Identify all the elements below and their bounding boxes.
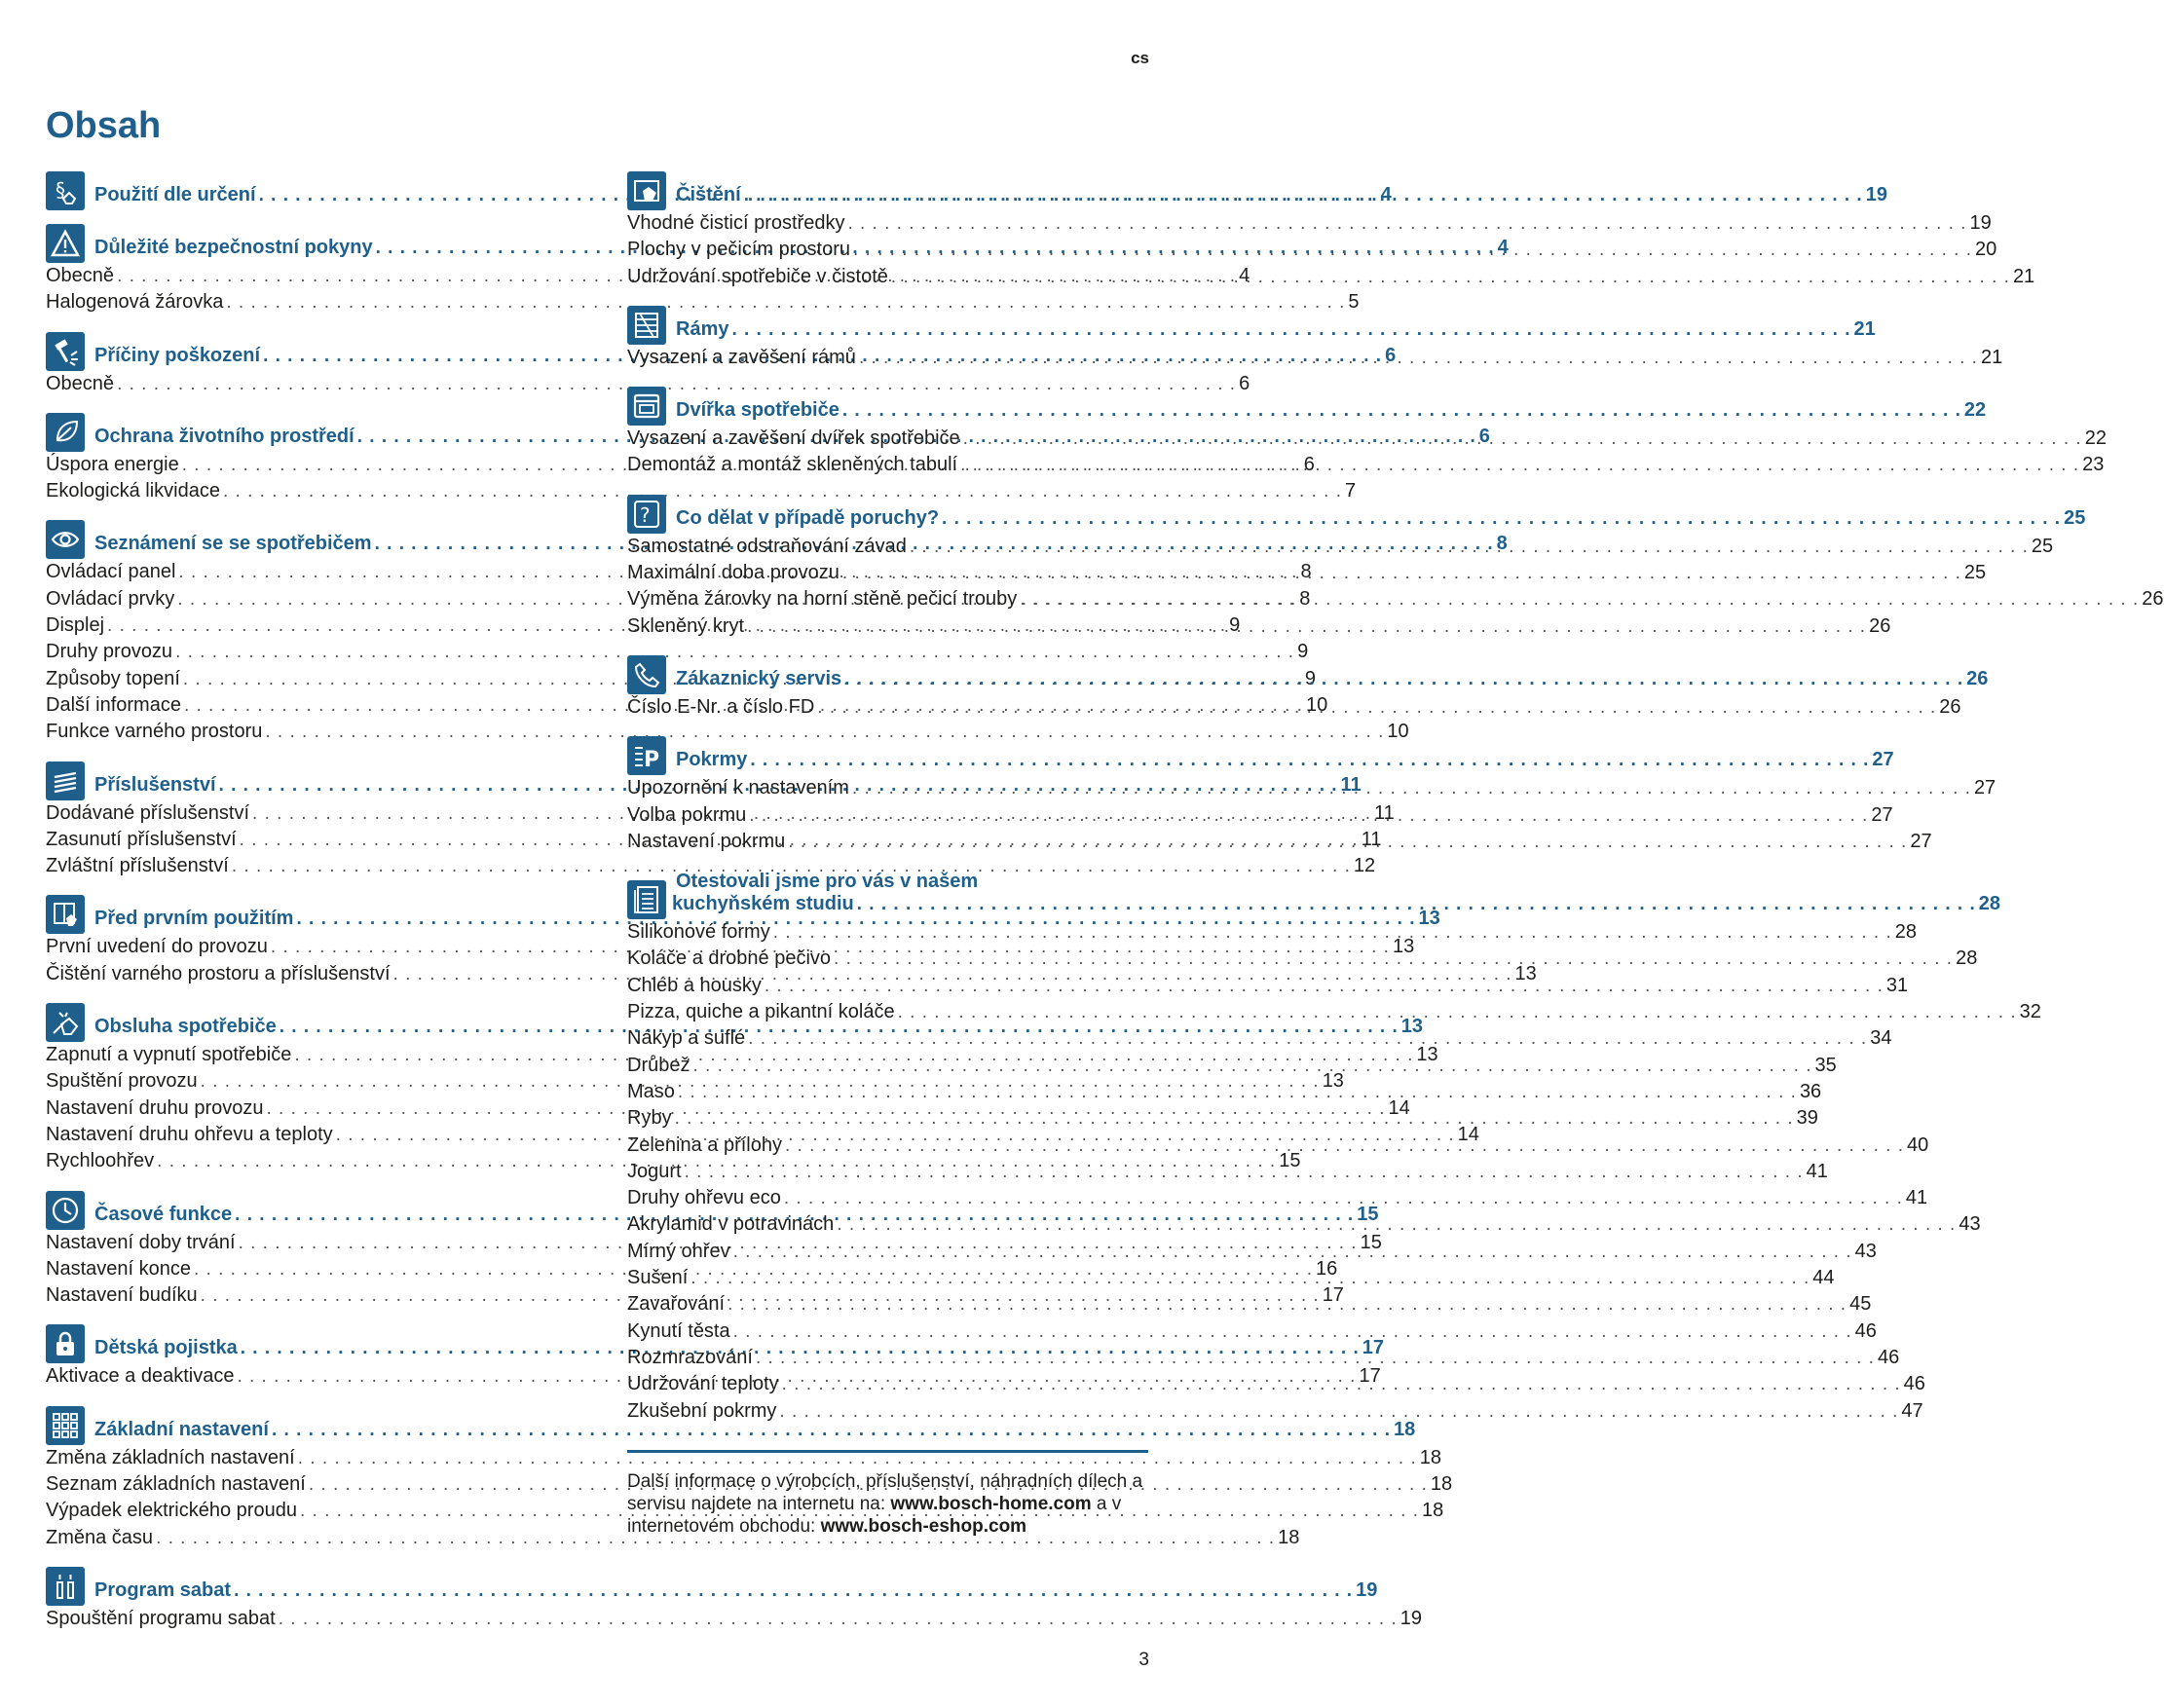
- dot-leader: [960, 455, 2079, 476]
- entry-title: Chléb a housky: [627, 974, 762, 996]
- candles-icon: [46, 1567, 85, 1606]
- dot-leader: [692, 1056, 1811, 1077]
- dot-leader: [784, 1188, 1903, 1209]
- section-heading[interactable]: [627, 306, 1876, 345]
- section-page-number: 13: [1400, 1016, 1423, 1038]
- entry-page-number: 21: [1980, 346, 2003, 368]
- entry-page-number: 15: [1360, 1231, 1382, 1253]
- toc-entry[interactable]: [46, 291, 1360, 317]
- footer-text-1: Další informace o výrobcích, příslušenství, náhradních dílech a servisu najdete na internetu na:: [627, 1470, 1143, 1514]
- section-heading-row: [676, 184, 1887, 210]
- entry-page-number: 12: [1353, 855, 1376, 877]
- entry-title: Ryby: [627, 1107, 672, 1130]
- dot-leader: [857, 894, 1976, 915]
- entry-page-number: 36: [1799, 1080, 1822, 1102]
- entry-title: Ovládací panel: [46, 561, 176, 583]
- entry-page-number: 44: [1812, 1267, 1835, 1289]
- entry-title: Skleněný kryt: [627, 614, 745, 637]
- entry-page-number: 10: [1305, 693, 1328, 716]
- entry-page-number: 5: [1348, 291, 1360, 314]
- dot-leader: [773, 922, 1892, 944]
- entry-title: Funkce varného prostoru: [46, 721, 263, 743]
- dot-leader: [853, 240, 1972, 261]
- entry-title: Sušení: [627, 1267, 689, 1289]
- paragraph-hand-icon: [46, 171, 85, 210]
- entry-page-number: 45: [1849, 1293, 1872, 1316]
- entry-title: Volba pokrmu: [627, 803, 747, 826]
- entry-title: Obecně: [46, 372, 115, 394]
- section-page-number: 15: [1357, 1203, 1379, 1225]
- toc-entry[interactable]: [627, 454, 2105, 480]
- section-title: Příslušenství: [94, 773, 216, 796]
- entry-title: První uvedení do provozu: [46, 936, 268, 958]
- entry-title: Zasunutí příslušenství: [46, 828, 237, 850]
- section-page-number: 19: [1865, 184, 1887, 205]
- entry-title: Druhy ohřevu eco: [627, 1187, 781, 1209]
- entry-title: Maso: [627, 1080, 675, 1102]
- toc-section: [627, 306, 2003, 373]
- toc-entry[interactable]: [627, 265, 2035, 292]
- entry-page-number: 13: [1416, 1044, 1438, 1066]
- dot-leader: [756, 1348, 1875, 1369]
- document-list-icon: [627, 880, 666, 919]
- entry-page-number: 27: [1871, 803, 1893, 826]
- entry-page-number: 9: [1304, 667, 1317, 689]
- entry-page-number: 26: [1939, 695, 1961, 718]
- entry-title: Zkušební pokrmy: [627, 1399, 777, 1422]
- entry-title: Drůbež: [627, 1054, 690, 1076]
- section-title: Použití dle určení: [94, 184, 256, 205]
- entry-page-number: 6: [1239, 372, 1250, 394]
- entry-page-number: 46: [1877, 1346, 1900, 1368]
- entry-page-number: 13: [1322, 1070, 1344, 1093]
- footer-link-bosch-eshop[interactable]: www.bosch-eshop.com: [820, 1515, 1027, 1537]
- section-heading[interactable]: [627, 736, 1894, 775]
- section-title: Dvířka spotřebiče: [676, 399, 839, 422]
- dot-leader: [675, 1108, 1794, 1130]
- entry-page-number: 8: [1299, 587, 1311, 610]
- section-page-number: 17: [1362, 1337, 1385, 1359]
- entry-title: Plochy v pečicím prostoru: [627, 239, 850, 261]
- entry-title: Pizza, quiche a pikantní koláče: [627, 1001, 895, 1023]
- section-heading[interactable]: [627, 655, 1989, 694]
- entry-title: Způsoby topení: [46, 667, 180, 689]
- toc-entry[interactable]: [627, 974, 1909, 1001]
- entry-page-number: 25: [2031, 535, 2054, 557]
- entry-title: Displej: [46, 614, 105, 637]
- entry-page-number: 13: [1514, 962, 1537, 984]
- entry-page-number: 26: [2142, 588, 2164, 611]
- entry-page-number: 18: [1278, 1526, 1300, 1548]
- section-heading-row: [672, 871, 2000, 919]
- entry-page-number: 32: [2019, 1001, 2041, 1023]
- section-page-number: 4: [1380, 184, 1392, 205]
- entry-title: Seznam základních nastavení: [46, 1473, 306, 1496]
- section-title: Základní nastavení: [94, 1418, 269, 1440]
- toc-entry[interactable]: [46, 641, 1309, 667]
- toc-section: [627, 171, 2035, 292]
- entry-title: Nastavení druhu ohřevu a teploty: [46, 1123, 333, 1145]
- toc-entry[interactable]: [46, 855, 1376, 881]
- page-number: 3: [1138, 1650, 1149, 1670]
- section-heading-row: [676, 318, 1876, 345]
- dot-leader: [842, 563, 1961, 584]
- dot-leader: [898, 1002, 2017, 1023]
- toc-entry[interactable]: [627, 535, 2054, 562]
- entry-title: Zapnutí a vypnutí spotřebiče: [46, 1044, 292, 1066]
- entry-title: Úspora energie: [46, 453, 179, 475]
- section-title: Obsluha spotřebiče: [94, 1016, 277, 1038]
- entry-page-number: 41: [1806, 1160, 1828, 1182]
- dot-leader: [733, 1321, 1852, 1343]
- section-page-number: 13: [1418, 908, 1440, 930]
- entry-page-number: 46: [1854, 1319, 1877, 1342]
- toc-entry[interactable]: [627, 562, 1987, 588]
- section-page-number: 4: [1497, 237, 1509, 258]
- entry-page-number: 18: [1419, 1446, 1441, 1468]
- entry-title: Čištění varného prostoru a příslušenství: [46, 962, 391, 984]
- section-page-number: 22: [1963, 399, 1987, 422]
- dot-leader: [852, 778, 1971, 799]
- section-page-number: 8: [1496, 533, 1508, 555]
- entry-page-number: 17: [1359, 1365, 1381, 1388]
- section-title-line2: kuchyňském studiu: [672, 893, 854, 915]
- section-title: Důležité bezpečnostní pokyny: [94, 237, 373, 258]
- dot-leader: [678, 1082, 1797, 1103]
- entry-page-number: 23: [2082, 454, 2105, 476]
- entry-title: Silikonové formy: [627, 921, 770, 944]
- entry-title: Nastavení druhu provozu: [46, 1096, 264, 1119]
- section-page-number: 25: [2064, 506, 2086, 529]
- entry-page-number: 46: [1903, 1373, 1925, 1395]
- entry-page-number: 39: [1796, 1107, 1818, 1130]
- door-icon: [627, 387, 666, 426]
- section-heading-row: [676, 668, 1988, 694]
- entry-page-number: 4: [1239, 265, 1250, 286]
- section-title: Co dělat v případě poruchy?: [676, 506, 940, 529]
- entry-title: Nastavení pokrmu: [627, 830, 786, 852]
- grid-settings-icon: [46, 1406, 85, 1445]
- entry-title: Mírný ohřev: [627, 1240, 730, 1262]
- dot-leader: [842, 400, 1961, 422]
- entry-title: Vhodné čisticí prostředky: [627, 212, 845, 234]
- toc-entry[interactable]: [46, 1607, 1422, 1634]
- entry-page-number: 19: [1969, 212, 1992, 234]
- dot-leader: [785, 1135, 1904, 1157]
- section-title: Příčiny poškození: [94, 344, 261, 366]
- toc-entry[interactable]: [627, 1319, 1877, 1347]
- toc-entry[interactable]: [46, 721, 1409, 747]
- section-page-number: 27: [1872, 749, 1894, 771]
- entry-page-number: 26: [1869, 614, 1891, 637]
- entry-page-number: 31: [1885, 974, 1909, 996]
- dot-leader: [747, 616, 1866, 638]
- phone-icon: [627, 655, 666, 694]
- recipe-p-icon: [627, 736, 666, 775]
- entry-title: Nákyp a suflé: [627, 1027, 746, 1050]
- section-title: Ochrana životního prostředí: [94, 425, 354, 447]
- toc-entry[interactable]: [627, 1399, 1923, 1427]
- dot-leader: [817, 697, 1936, 719]
- footer-link-bosch-home[interactable]: www.bosch-home.com: [890, 1493, 1092, 1514]
- entry-title: Nastavení doby trvání: [46, 1231, 236, 1253]
- entry-title: Vysazení a zavěšení dvířek spotřebiče: [627, 427, 960, 450]
- hand-control-icon: [46, 1003, 85, 1042]
- entry-page-number: 43: [1854, 1240, 1877, 1262]
- entry-title: Halogenová žárovka: [46, 291, 224, 314]
- section-page-number: 19: [1356, 1578, 1378, 1601]
- section-title: Čištění: [676, 184, 741, 205]
- dot-leader: [685, 1162, 1804, 1183]
- section-heading-row: [676, 507, 2085, 534]
- book-hand-icon: [46, 895, 85, 934]
- dot-leader: [859, 348, 1978, 369]
- lang-code: cs: [1131, 49, 1149, 67]
- section-heading-row: [676, 749, 1894, 775]
- section-page-number: 18: [1394, 1418, 1416, 1440]
- toc-entry[interactable]: [627, 239, 1997, 265]
- dot-leader: [733, 1242, 1852, 1263]
- entry-page-number: 13: [1392, 936, 1415, 958]
- dot-leader: [1020, 589, 2139, 611]
- entry-page-number: 16: [1316, 1257, 1338, 1280]
- dot-leader: [844, 669, 1963, 690]
- toc-entry[interactable]: [46, 372, 1250, 399]
- section-page-number: 28: [1978, 893, 2000, 915]
- section-page-number: 11: [1340, 773, 1362, 796]
- toc-entry[interactable]: [627, 614, 1891, 642]
- section-heading[interactable]: [627, 387, 1987, 426]
- lock-icon: [46, 1324, 85, 1363]
- dot-leader: [837, 1214, 1956, 1236]
- section-title: Otestovali jsme pro vás v našem: [676, 871, 979, 893]
- entry-title: Udržování teploty: [627, 1373, 779, 1395]
- toc-section: [627, 387, 2107, 481]
- entry-title: Spouštění programu sabat: [46, 1607, 276, 1629]
- section-heading[interactable]: [627, 495, 2086, 534]
- dot-leader: [942, 508, 2061, 530]
- entry-title: Změna základních nastavení: [46, 1446, 295, 1468]
- entry-title: Samostatné odstraňování závad: [627, 535, 907, 557]
- toc-section: [46, 1567, 1422, 1634]
- entry-title: Maximální doba provozu: [627, 562, 839, 584]
- entry-title: Změna času: [46, 1526, 154, 1548]
- section-title: Seznámení se se spotřebičem: [94, 533, 372, 555]
- entry-title: Upozornění k nastavením: [627, 777, 849, 799]
- section-title: Před prvním použitím: [94, 908, 294, 930]
- trays-icon: [46, 761, 85, 800]
- section-title: Zákaznický servis: [676, 667, 842, 689]
- entry-page-number: 6: [1303, 453, 1315, 475]
- dot-leader: [731, 319, 1850, 341]
- entry-page-number: 8: [1300, 561, 1312, 583]
- toc-entry[interactable]: [46, 480, 1357, 506]
- section-heading-row: [94, 1579, 1377, 1606]
- entry-page-number: 19: [1399, 1607, 1422, 1629]
- footer-text-2: a v internetovém obchodu:: [627, 1493, 1122, 1537]
- entry-page-number: 21: [2012, 265, 2035, 287]
- toc-entry[interactable]: [627, 427, 2107, 454]
- entry-title: Výpadek elektrického proudu: [46, 1500, 297, 1522]
- entry-page-number: 11: [1374, 801, 1395, 824]
- dot-leader: [788, 832, 1907, 853]
- entry-title: Obecně: [46, 265, 115, 286]
- entry-page-number: 9: [1229, 614, 1241, 637]
- section-title: Program sabat: [94, 1578, 232, 1601]
- entry-page-number: 15: [1279, 1150, 1301, 1172]
- entry-page-number: 34: [1870, 1027, 1892, 1050]
- section-title: Časové funkce: [94, 1203, 233, 1225]
- dot-leader: [750, 750, 1869, 771]
- entry-title: Akrylamid v potravinách: [627, 1213, 835, 1236]
- section-heading[interactable]: [46, 1567, 1378, 1606]
- warning-triangle-icon: [46, 224, 85, 263]
- entry-page-number: 28: [1894, 921, 1917, 944]
- leaf-hand-icon: [46, 413, 85, 452]
- entry-page-number: 43: [1959, 1213, 1981, 1236]
- entry-page-number: 18: [1430, 1473, 1453, 1496]
- entry-page-number: 27: [1910, 830, 1932, 852]
- entry-title: Nastavení budíku: [46, 1284, 198, 1307]
- entry-title: Zvláštní příslušenství: [46, 855, 229, 877]
- section-page-number: 6: [1385, 344, 1397, 366]
- section-title: Dětská pojistka: [94, 1337, 238, 1359]
- dot-leader: [891, 267, 2010, 288]
- entry-page-number: 27: [1973, 777, 1996, 799]
- dot-leader: [744, 185, 1863, 206]
- entry-page-number: 14: [1388, 1096, 1410, 1119]
- dot-leader: [234, 1580, 1353, 1602]
- svg-text:P: P: [644, 748, 660, 773]
- section-heading-row: [676, 399, 1986, 426]
- hammer-damage-icon: [46, 332, 85, 371]
- dot-leader: [834, 948, 1953, 970]
- clock-icon: [46, 1191, 85, 1230]
- entry-title: Druhy provozu: [46, 641, 173, 663]
- entry-page-number: 7: [1345, 480, 1357, 502]
- entry-page-number: 17: [1322, 1284, 1344, 1307]
- eye-icon: [46, 520, 85, 559]
- entry-title: Vysazení a zavěšení rámů: [627, 346, 856, 368]
- section-title: Rámy: [676, 317, 729, 340]
- dot-leader: [779, 1401, 1898, 1423]
- entry-title: Výměna žárovky na horní stěně pečicí trouby: [627, 588, 1018, 611]
- section-title: Pokrmy: [676, 749, 748, 771]
- toc-section: [627, 495, 2164, 642]
- entry-page-number: 40: [1907, 1133, 1929, 1156]
- cleaning-sponge-icon: [627, 171, 666, 210]
- dot-leader: [963, 425, 2082, 450]
- footer-note: [627, 1470, 1148, 1538]
- rack-icon: [627, 306, 666, 345]
- entry-title: Číslo E-Nr. a číslo FD: [627, 695, 815, 718]
- entry-page-number: 41: [1905, 1187, 1928, 1209]
- toc-entry[interactable]: [627, 588, 2164, 614]
- dot-leader: [847, 213, 1966, 235]
- footer-divider: [627, 1450, 1148, 1453]
- entry-title: Jogurt: [627, 1160, 682, 1182]
- question-icon: [627, 495, 666, 534]
- entry-page-number: 47: [1901, 1399, 1923, 1422]
- svg-text:§: §: [56, 178, 65, 202]
- page-title: Obsah: [46, 105, 162, 146]
- dot-leader: [279, 1609, 1398, 1630]
- toc-entry[interactable]: [627, 346, 2003, 373]
- dot-leader: [690, 1268, 1810, 1289]
- entry-title: Nastavení konce: [46, 1257, 191, 1280]
- entry-title: Udržování spotřebiče v čistotě: [627, 265, 888, 287]
- dot-leader: [748, 1028, 1867, 1050]
- section-title-continued: [672, 893, 2000, 915]
- dot-leader: [910, 537, 2029, 558]
- entry-title: Dodávané příslušenství: [46, 801, 250, 824]
- entry-title: Rychloohřev: [46, 1150, 155, 1172]
- section-page-number: 6: [1478, 425, 1490, 447]
- svg-text:?: ?: [640, 502, 651, 527]
- entry-title: Kynutí těsta: [627, 1319, 730, 1342]
- entry-title: Rozmrazování: [627, 1346, 753, 1368]
- dot-leader: [749, 805, 1868, 827]
- section-page-number: 26: [1966, 667, 1989, 689]
- entry-page-number: 22: [2084, 427, 2107, 450]
- toc-entry[interactable]: [627, 1187, 1928, 1213]
- toc-entry[interactable]: [627, 212, 1992, 239]
- entry-title: Další informace: [46, 693, 181, 716]
- entry-page-number: 20: [1975, 239, 1997, 261]
- entry-page-number: 11: [1361, 828, 1382, 850]
- toc-entry[interactable]: [46, 1446, 1441, 1473]
- entry-page-number: 14: [1457, 1123, 1479, 1145]
- entry-title: Ekologická likvidace: [46, 480, 220, 502]
- entry-title: Aktivace a deaktivace: [46, 1365, 235, 1388]
- entry-page-number: 9: [1297, 641, 1309, 663]
- entry-title: Ovládací prvky: [46, 587, 175, 610]
- dot-leader: [782, 1374, 1901, 1395]
- entry-page-number: 35: [1814, 1054, 1837, 1076]
- entry-title: Demontáž a montáž skleněných tabulí: [627, 454, 958, 476]
- entry-title: Koláče a drobné pečivo: [627, 947, 832, 970]
- entry-page-number: 25: [1963, 562, 1987, 584]
- section-heading[interactable]: [627, 171, 1887, 210]
- entry-page-number: 10: [1387, 721, 1409, 743]
- entry-page-number: 28: [1956, 947, 1978, 970]
- entry-title: Zelenina a přílohy: [627, 1133, 782, 1156]
- dot-leader: [765, 976, 1884, 997]
- entry-page-number: 18: [1421, 1500, 1444, 1522]
- dot-leader: [728, 1294, 1847, 1316]
- entry-title: Zavařování: [627, 1293, 726, 1316]
- entry-title: Spuštění provozu: [46, 1070, 198, 1093]
- section-page-number: 21: [1853, 317, 1876, 340]
